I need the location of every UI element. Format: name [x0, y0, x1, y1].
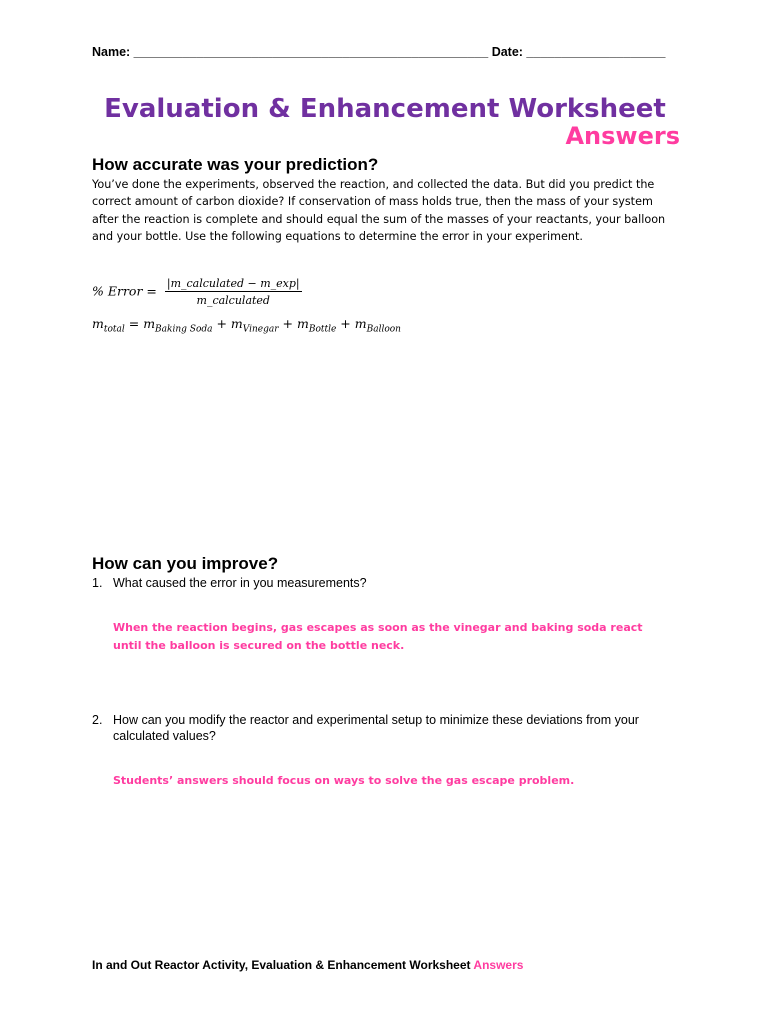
question-text: What caused the error in you measurements?	[113, 576, 367, 590]
question-1	[92, 575, 682, 591]
total-mass-equation: $m_{total} = m_{Baking Soda} + m_{Vinegar} + m_{Bottle} + m_{Balloon}$	[92, 316, 401, 335]
page-footer	[92, 958, 523, 972]
fraction-denominator: m_calculated	[196, 294, 270, 307]
sub-balloon: Balloon	[366, 324, 401, 335]
sub-total: total	[103, 324, 125, 335]
footer-answers-tag: Answers	[473, 958, 524, 972]
question-number: 2.	[92, 713, 103, 727]
answer-1: When the reaction begins, gas escapes as soon as the vinegar and baking soda react until the balloon is secured on the bottle neck.	[113, 621, 643, 652]
question-number: 1.	[92, 576, 103, 590]
percent-error-equation	[92, 277, 302, 307]
section-heading-improve: How can you improve?	[92, 554, 279, 573]
fraction-numerator: |m_calculated − m_exp|	[166, 277, 300, 290]
error-fraction	[165, 277, 302, 307]
sub-baking-soda: Baking Soda	[155, 324, 213, 335]
worksheet-title: Evaluation & Enhancement Worksheet	[104, 94, 666, 124]
sub-vinegar: Vinegar	[242, 324, 279, 335]
footer-text: In and Out Reactor Activity, Evaluation & Enhancement Worksheet	[92, 958, 471, 972]
answer-2: Students’ answers should focus on ways to solve the gas escape problem.	[113, 774, 575, 787]
instructions-paragraph: You’ve done the experiments, observed the reaction, and collected the data. But did you predict the correct amount of carbon dioxide? If conservation of mass holds true, then the mass of your system after the reaction is complete and should equal the sum of the masses of your reactants, your balloon and your bottle. Use the following equations to determine the error in your experiment.	[92, 178, 666, 244]
name-date-line: Name: ___________________________________________________ Date: ____________________	[92, 45, 666, 59]
sub-bottle: Bottle	[308, 324, 337, 335]
question-text: How can you modify the reactor and experimental setup to minimize these deviations from your calculated values?	[113, 713, 639, 743]
section-heading-prediction: How accurate was your prediction?	[92, 155, 379, 174]
question-2	[92, 712, 682, 744]
equation-lhs: % Error =	[92, 283, 157, 299]
answers-tag: Answers	[565, 122, 680, 150]
